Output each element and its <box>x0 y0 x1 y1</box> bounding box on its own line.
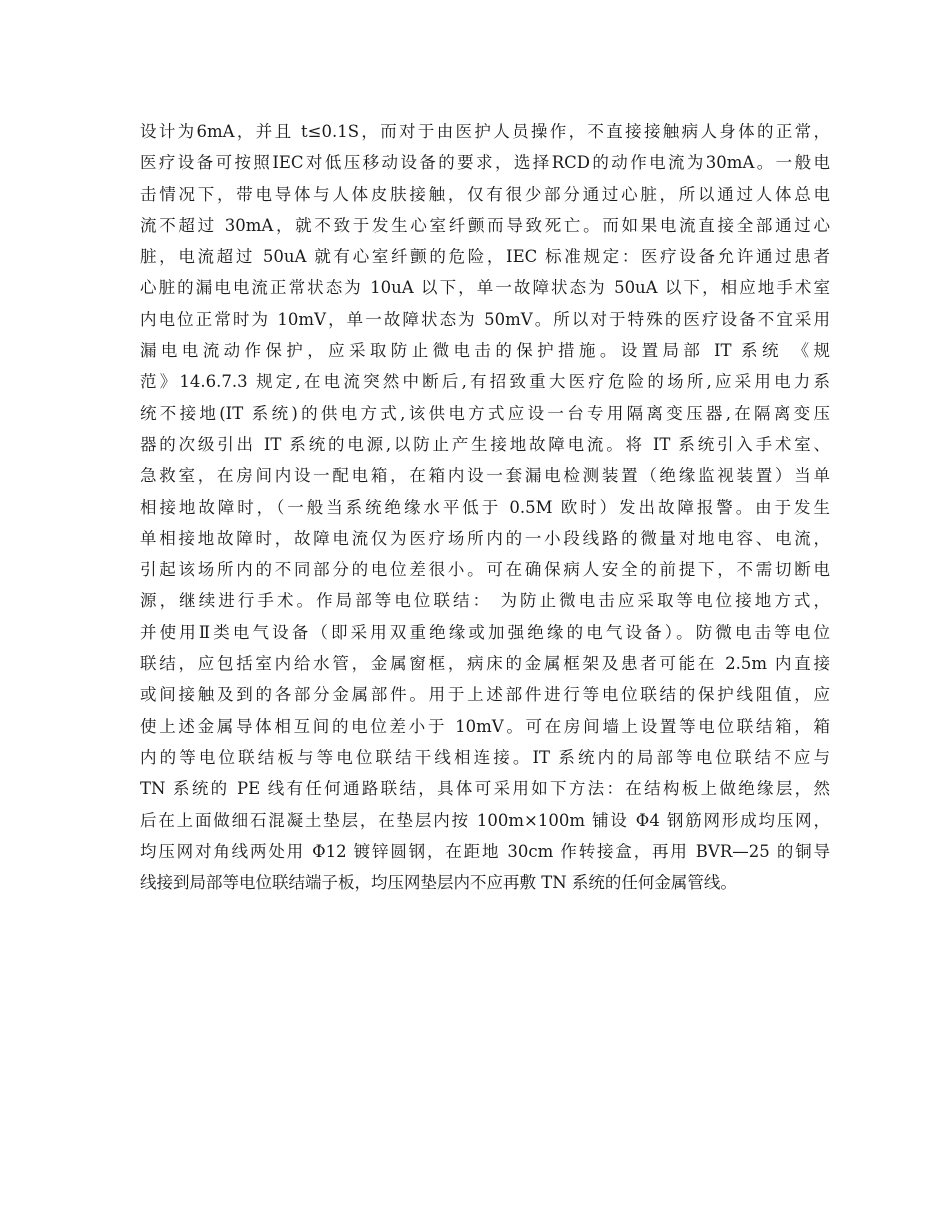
text-line: 单相接地故障时，故障电流仅为医疗场所内的一小段线路的微量对地电容、电流， <box>140 528 830 548</box>
text-line: 漏电电流动作保护，应采取防止微电击的保护措施。设置局部 IT 系统 《规 <box>140 341 830 361</box>
text-line: 联结，应包括室内给水管，金属窗框，病床的金属框架及患者可能在 2.5m 内直接 <box>140 654 830 674</box>
text-line: 心脏的漏电电流正常状态为 10uA 以下，单一故障状态为 50uA 以下，相应地手术室 <box>140 278 830 298</box>
text-line: TN 系统的 PE 线有任何通路联结，具体可采用如下方法：在结构板上做绝缘层，然 <box>140 779 830 799</box>
body-paragraph <box>140 116 830 898</box>
text-line: 源，继续进行手术。作局部等电位联结： 为防止微电击应采取等电位接地方式， <box>140 591 830 611</box>
text-line: 内电位正常时为 10mV，单一故障状态为 50mV。所以对于特殊的医疗设备不宜采用 <box>140 309 830 329</box>
text-line: 医疗设备可按照IEC对低压移动设备的要求，选择RCD的动作电流为30mA。一般电 <box>140 153 830 173</box>
text-line: 引起该场所内的不同部分的电位差很小。可在确保病人安全的前提下，不需切断电 <box>140 560 830 580</box>
text-line: 使上述金属导体相互间的电位差小于 10mV。可在房间墙上设置等电位联结箱，箱 <box>140 716 830 736</box>
text-line: 统不接地(IT 系统)的供电方式,该供电方式应设一台专用隔离变压器,在隔离变压 <box>140 403 830 423</box>
text-line: 或间接触及到的各部分金属部件。用于上述部件进行等电位联结的保护线阻值，应 <box>140 685 830 705</box>
text-line: 线接到局部等电位联结端子板，均压网垫层内不应再敷 TN 系统的任何金属管线。 <box>140 873 737 893</box>
text-line: 设计为6mA，并且 t≤0.1S，而对于由医护人员操作，不直接接触病人身体的正常， <box>140 122 830 141</box>
text-line: 后在上面做细石混凝土垫层，在垫层内按 100m×100m 铺设 Φ4 钢筋网形成均压网， <box>140 810 830 830</box>
text-line: 内的等电位联结板与等电位联结干线相连接。IT 系统内的局部等电位联结不应与 <box>140 747 830 767</box>
text-line: 范》14.6.7.3 规定,在电流突然中断后,有招致重大医疗危险的场所,应采用电力系 <box>140 372 830 392</box>
text-line: 脏，电流超过 50uA 就有心室纤颤的危险，IEC 标准规定：医疗设备允许通过患者 <box>140 247 830 267</box>
text-line: 均压网对角线两处用 Φ12 镀锌圆钢，在距地 30cm 作转接盒，再用 BVR—25 的铜导 <box>140 841 830 861</box>
text-line: 击情况下，带电导体与人体皮肤接触，仅有很少部分通过心脏，所以通过人体总电 <box>140 184 830 204</box>
text-line: 器的次级引出 IT 系统的电源,以防止产生接地故障电流。将 IT 系统引入手术室、 <box>140 434 830 454</box>
text-line: 流不超过 30mA，就不致于发生心室纤颤而导致死亡。而如果电流直接全部通过心 <box>140 215 830 235</box>
text-line: 相接地故障时，（一般当系统绝缘水平低于 0.5M 欧时）发出故障报警。由于发生 <box>140 497 830 517</box>
text-line: 并使用Ⅱ类电气设备（即采用双重绝缘或加强绝缘的电气设备）。防微电击等电位 <box>140 622 830 642</box>
text-line: 急救室，在房间内设一配电箱，在箱内设一套漏电检测装置（绝缘监视装置）当单 <box>140 466 830 486</box>
